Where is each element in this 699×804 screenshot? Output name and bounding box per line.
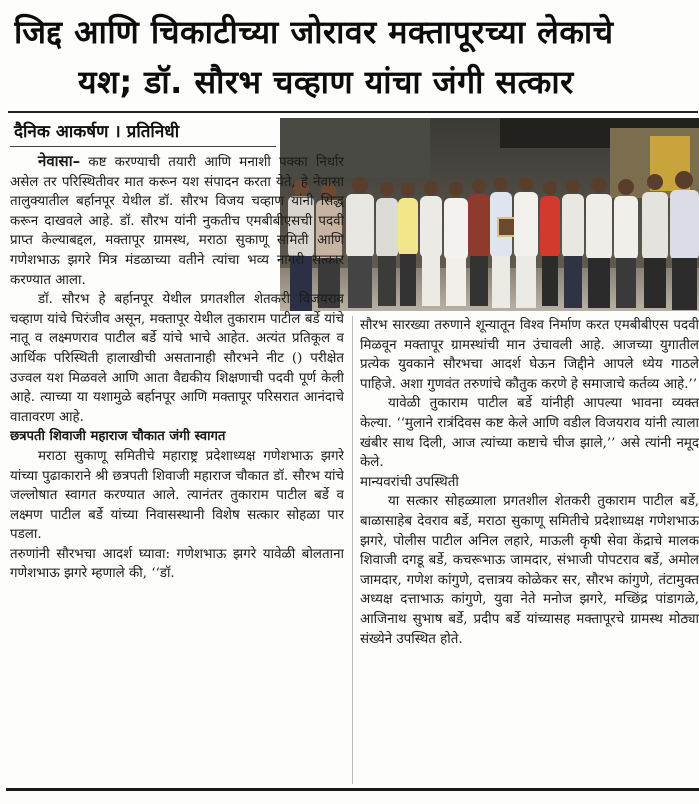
paragraph-6: यावेळी तुकाराम पाटील बर्डे यांनीही आपल्या भावना व्यक्त केल्या. ‘‘मुलाने रात्रंदिवस कष्ट केले आणि वडील विजयराव यांनी त्याला खंबीर साथ दिली, आज त्यांच्या कष्टाचे चीज झाले,’’ असे त्यांनी नमूद केले. xyxy=(360,396,699,471)
paragraph-2: डॉ. सौरभ हे बर्हानपूर येथील प्रगतशील शेतकरी विजयराव चव्हाण यांचे चिरंजीव असून, मक्तापूर येथील तुकाराम पाटील बर्डे यांचे नातू व लक्ष्मणराव पाटील बर्डे यांचे भाचे आहेत. अत्यंत प्रतिकूल व आर्थिक परिस्थिती हालाखीची असतानाही सौरभने नीट () परीक्षेत उज्वल यश मिळवले आणि आता वैद्यकीय शिक्षणाची पदवी पूर्ण केली आहे. त्याच्या या यशामुळे बर्हानपूर आणि मक्तापूर परिसरात आनंदाचे वातावरण आहे. xyxy=(10,292,344,425)
paragraph-5: सौरभ सारख्या तरुणाने शून्यातून विश्व निर्माण करत एमबीबीएस पदवी मिळवून मक्तापूर ग्रामस्थांची मान उंचावली आहे. आजच्या युगातील प्रत्येक युवकाने सौरभचा आदर्श घेऊन जिद्दीने आपले ध्येय गाठले पाहिजे. अशा गुणवंत तरुणांचे कौतुक करणे हे समाजाचे कर्तव्य आहे.’’ xyxy=(360,318,699,392)
paragraph-3: मराठा सुकाणू समितीचे महाराष्ट्र प्रदेशाध्यक्ष गणेशभाऊ झगरे यांच्या पुढाकाराने श्री छत्रपती शिवाजी महाराज चौकात डॉ. सौरभ यांचे जल्लोषात स्वागत करण्यात आले. त्यानंतर तुकाराम पाटील बर्डे व लक्ष्मण पाटील बर्डे यांच्या निवासस्थानी विशेष सत्कार सोहळा पार पडला. xyxy=(10,448,344,543)
paragraph-1-text: कष्ट करण्याची तयारी आणि मनाशी पक्का निर्धार असेल तर परिस्थितीवर मात करून यश संपादन करता येते, हे नेवासा तालुक्यातील बर्हानपूर येथील डॉ. सौरभ विजय चव्हाण यांनी सिद्ध करून दाखवले आहे. डॉ. सौरभ यांनी नुकतीच एमबीबीएसची पदवी प्राप्त केल्याबद्दल, मक्तापूर ग्रामस्थ, मराठा सुकाणू समिती आणि गणेशभाऊ झगरे मित्र मंडळाच्या वतीने त्यांचा भव्य नागरी सत्कार करण्यात आला. xyxy=(10,155,344,288)
paragraph-4: तरुणांनी सौरभचा आदर्श घ्यावा: गणेशभाऊ झगरे यावेळी बोलताना गणेशभाऊ झगरे म्हणाले की, ‘‘डॉ. xyxy=(10,546,344,582)
paragraph-1 xyxy=(10,152,344,290)
dateline: नेवासा– xyxy=(38,152,81,170)
byline-rule xyxy=(10,146,276,147)
top-rule xyxy=(8,111,698,113)
subheading-dignitaries: मान्यवरांची उपस्थिती xyxy=(360,474,459,490)
article-column-right xyxy=(360,316,699,786)
byline: दैनिक आकर्षण । प्रतिनिधी xyxy=(14,122,180,142)
subheading-welcome: छत्रपती शिवाजी महाराज चौकात जंगी स्वागत xyxy=(10,429,226,445)
article-column-left xyxy=(10,152,344,782)
headline-line-1: जिद्द आणि चिकाटीच्या जोरावर मक्तापूरच्या लेकाचे xyxy=(14,13,614,51)
paragraph-8: या सत्कार सोहळ्याला प्रगतशील शेतकरी तुकाराम पाटील बर्डे, बाळासाहेब देवराव बर्डे, मराठा सुकाणू समितीचे प्रदेशाध्यक्ष गणेशभाऊ झगरे, पोलीस पाटील अनिल लहारे, माऊली कृषी सेवा केंद्राचे मालक शिवाजी दगडू बर्डे, कचरूभाऊ जामदार, संभाजी पोपटराव बर्डे, अमोल जामदार, गणेश कांगुणे, दत्तात्रय कोळेकर सर, सौरभ कांगुणे, तंटामुक्त अध्यक्ष दत्ताभाऊ कांगुणे, युवा नेते मनोज झगरे, मच्छिंद्र पांडागळे, आजिनाथ सुभाष बर्डे, प्रदीप बर्डे यांच्यासह मक्तापूरचे ग्रामस्थ मोठ्या संख्येने उपस्थित होते. xyxy=(360,494,699,647)
bottom-rule xyxy=(6,788,699,791)
headline-line-2: यश; डॉ. सौरभ चव्हाण यांचा जंगी सत्कार xyxy=(78,63,574,101)
column-divider xyxy=(352,316,353,784)
